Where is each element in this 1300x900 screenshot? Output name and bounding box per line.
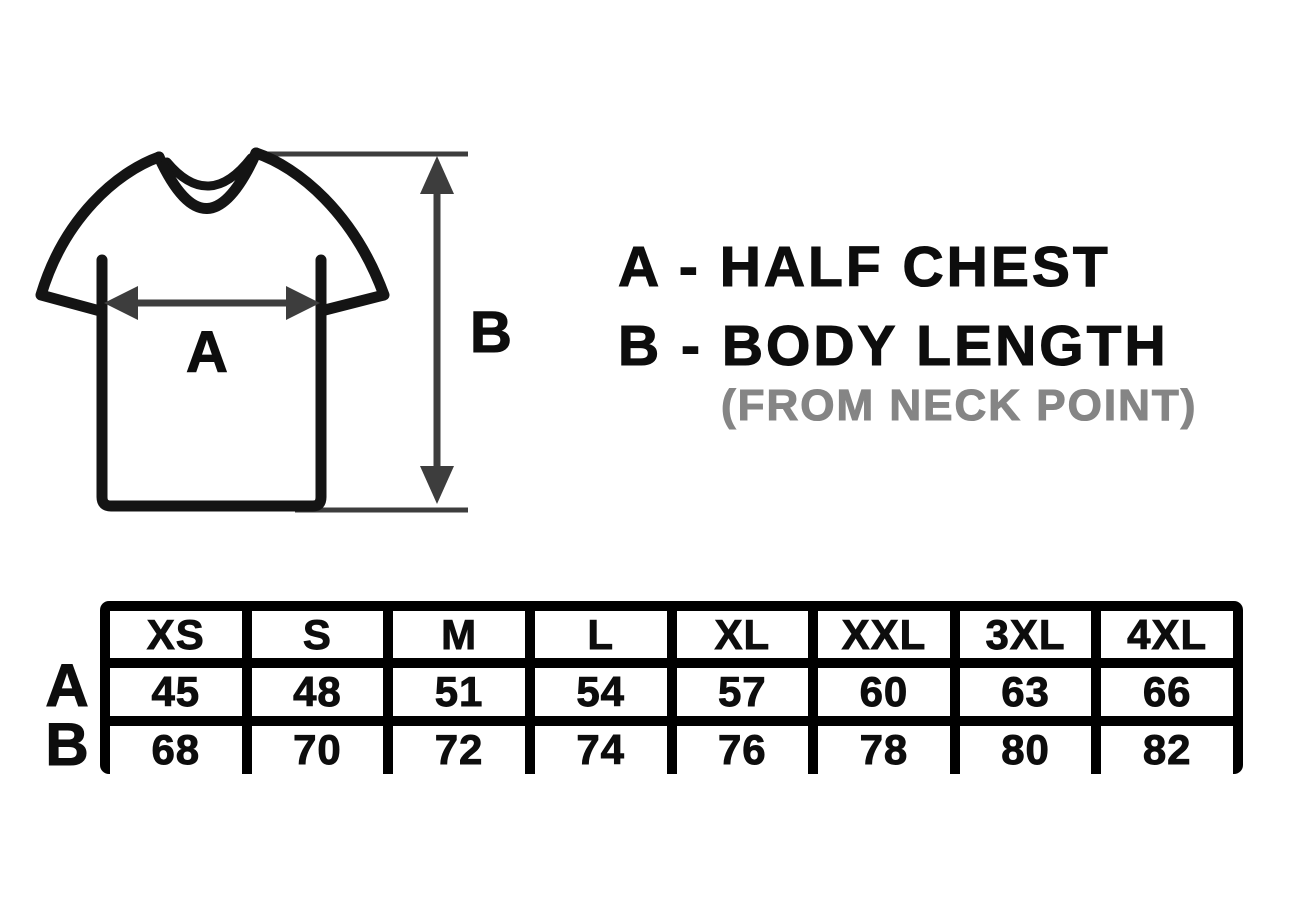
body-length-arrow-icon bbox=[420, 156, 454, 504]
body-length-value-cell: 74 bbox=[535, 726, 667, 774]
body-length-value-cell: 82 bbox=[1101, 726, 1233, 774]
half-chest-value-cell: 57 bbox=[677, 668, 809, 716]
half-chest-arrow-icon bbox=[104, 286, 320, 320]
half-chest-value-cell: 48 bbox=[252, 668, 384, 716]
size-header-cell: L bbox=[535, 611, 667, 658]
half-chest-value-cell: 51 bbox=[393, 668, 525, 716]
size-header-cell: S bbox=[252, 611, 384, 658]
size-header-cell: XL bbox=[677, 611, 809, 658]
collar-front-curve bbox=[159, 153, 256, 209]
legend-body-length: B - BODY LENGTH bbox=[618, 314, 1169, 378]
body-length-value-cell: 76 bbox=[677, 726, 809, 774]
table-row-label-a: A bbox=[45, 652, 91, 719]
half-chest-value-cell: 60 bbox=[818, 668, 950, 716]
size-header-cell: M bbox=[393, 611, 525, 658]
size-header-cell: 4XL bbox=[1101, 611, 1233, 658]
size-header-cell: 3XL bbox=[960, 611, 1092, 658]
half-chest-value-cell: 45 bbox=[110, 668, 242, 716]
body-length-value-cell: 70 bbox=[252, 726, 384, 774]
size-table bbox=[100, 601, 1243, 774]
table-row-label-b: B bbox=[45, 711, 91, 778]
body-length-value-cell: 80 bbox=[960, 726, 1092, 774]
dimension-b-label: B bbox=[470, 300, 514, 365]
tshirt-measurement-diagram bbox=[0, 120, 540, 540]
dimension-a-label: A bbox=[186, 320, 230, 385]
size-header-cell: XS bbox=[110, 611, 242, 658]
half-chest-value-cell: 66 bbox=[1101, 668, 1233, 716]
body-length-value-cell: 72 bbox=[393, 726, 525, 774]
body-length-value-cell: 68 bbox=[110, 726, 242, 774]
legend-neck-point-note: (FROM NECK POINT) bbox=[721, 381, 1198, 430]
size-header-cell: XXL bbox=[818, 611, 950, 658]
body-length-value-cell: 78 bbox=[818, 726, 950, 774]
legend-half-chest: A - HALF CHEST bbox=[618, 235, 1111, 299]
half-chest-value-cell: 63 bbox=[960, 668, 1092, 716]
half-chest-value-cell: 54 bbox=[535, 668, 667, 716]
